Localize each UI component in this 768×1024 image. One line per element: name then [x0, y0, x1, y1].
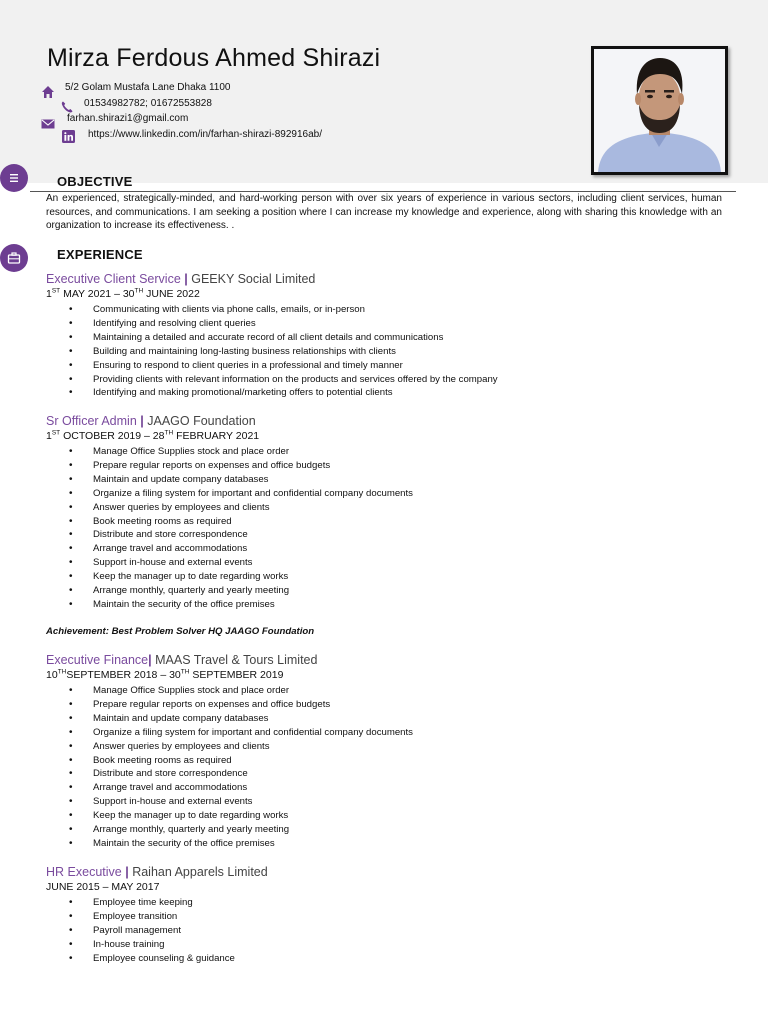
title-separator: |	[125, 865, 129, 879]
job-title	[46, 652, 736, 668]
job-dates: 10THSEPTEMBER 2018 – 30TH SEPTEMBER 2019	[46, 668, 284, 681]
title-separator: |	[140, 414, 144, 428]
duty-item: • Payroll management	[46, 924, 736, 938]
duty-item: • Maintaining a detailed and accurate record of all client details and communications	[46, 331, 736, 345]
duty-item: • Answer queries by employees and clients	[46, 501, 736, 515]
phone-text: 01534982782; 01672553828	[84, 98, 212, 109]
duty-item: • Support in-house and external events	[46, 556, 736, 570]
job-title	[46, 271, 736, 287]
duty-item: • Keep the manager up to date regarding works	[46, 809, 736, 823]
duty-list	[46, 684, 736, 851]
duty-item: • Prepare regular reports on expenses and office budgets	[46, 459, 736, 473]
job-role: Executive Finance	[46, 653, 149, 667]
job-role: Sr Officer Admin	[46, 414, 137, 428]
duty-item: • Arrange monthly, quarterly and yearly meeting	[46, 823, 736, 837]
duty-item: • Organize a filing system for important and confidential company documents	[46, 487, 736, 501]
duty-item: • Employee counseling & guidance	[46, 952, 736, 966]
duty-item: • Keep the manager up to date regarding works	[46, 570, 736, 584]
duty-item: • Maintain the security of the office premises	[46, 598, 736, 612]
duty-item: • In-house training	[46, 938, 736, 952]
duty-item: • Maintain and update company databases	[46, 473, 736, 487]
duty-item: • Arrange travel and accommodations	[46, 542, 736, 556]
duty-item: • Support in-house and external events	[46, 795, 736, 809]
duty-list	[46, 896, 736, 966]
linkedin-icon	[62, 130, 76, 144]
job-dates: 1ST OCTOBER 2019 – 28TH FEBRUARY 2021	[46, 429, 260, 442]
address-text: 5/2 Golam Mustafa Lane Dhaka 1100	[65, 82, 231, 93]
duty-item: • Identifying and resolving client queries	[46, 317, 736, 331]
achievement-text: Achievement: Best Problem Solver HQ JAAGO Foundation	[46, 626, 315, 637]
duty-item: • Prepare regular reports on expenses and office budgets	[46, 698, 736, 712]
job-role: HR Executive	[46, 865, 122, 879]
duty-list	[46, 445, 736, 612]
email-icon	[41, 117, 55, 131]
job-dates: JUNE 2015 – MAY 2017	[46, 881, 160, 893]
duty-item: • Book meeting rooms as required	[46, 754, 736, 768]
duty-item: • Ensuring to respond to client queries in a professional and timely manner	[46, 359, 736, 373]
job-company: GEEKY Social Limited	[191, 272, 316, 286]
job-title	[46, 413, 736, 429]
title-separator: |	[184, 272, 188, 286]
job-company: Raihan Apparels Limited	[132, 865, 268, 879]
job-entry-maas	[46, 652, 736, 851]
job-entry-raihan	[46, 864, 736, 966]
duty-item: • Building and maintaining long-lasting business relationships with clients	[46, 345, 736, 359]
objective-section-icon	[0, 164, 28, 192]
duty-item: • Manage Office Supplies stock and place order	[46, 445, 736, 459]
duty-item: • Arrange travel and accommodations	[46, 781, 736, 795]
job-company: JAAGO Foundation	[147, 414, 256, 428]
duty-item: • Employee time keeping	[46, 896, 736, 910]
candidate-name: Mirza Ferdous Ahmed Shirazi	[47, 44, 381, 72]
duty-item: • Identifying and making promotional/marketing offers to potential clients	[46, 386, 736, 400]
duty-item: • Answer queries by employees and clients	[46, 740, 736, 754]
profile-photo	[591, 46, 728, 175]
job-role: Executive Client Service	[46, 272, 181, 286]
title-separator: |	[148, 653, 152, 667]
briefcase-icon	[0, 244, 28, 272]
experience-heading: EXPERIENCE	[57, 247, 143, 262]
phone-icon	[60, 100, 74, 114]
job-title	[46, 864, 736, 880]
duty-item: • Distribute and store correspondence	[46, 528, 736, 542]
duty-item: • Employee transition	[46, 910, 736, 924]
duty-item: • Organize a filing system for important and confidential company documents	[46, 726, 736, 740]
home-icon	[41, 85, 55, 99]
duty-item: • Communicating with clients via phone calls, emails, or in-person	[46, 303, 736, 317]
duty-list	[46, 303, 736, 400]
duty-item: • Arrange monthly, quarterly and yearly meeting	[46, 584, 736, 598]
duty-item: • Book meeting rooms as required	[46, 515, 736, 529]
objective-heading: OBJECTIVE	[57, 174, 133, 189]
objective-text: An experienced, strategically-minded, and hard-working person with over six years of experience in various sectors, including client services, human resources, and communications. I am seeking a position where I can increase my knowledge and experience, along with sharing this knowledge with an organization to increase its effectiveness. .	[46, 193, 722, 231]
duty-item: • Providing clients with relevant information on the products and services offered by the company	[46, 373, 736, 387]
duty-item: • Distribute and store correspondence	[46, 767, 736, 781]
linkedin-url[interactable]: https://www.linkedin.com/in/farhan-shirazi-892916ab/	[88, 129, 323, 140]
email-text[interactable]: farhan.shirazi1@gmail.com	[67, 113, 189, 124]
job-entry-geeky	[46, 271, 736, 400]
duty-item: • Maintain the security of the office premises	[46, 837, 736, 851]
job-dates: 1ST MAY 2021 – 30TH JUNE 2022	[46, 287, 200, 300]
job-company: MAAS Travel & Tours Limited	[155, 653, 318, 667]
job-entry-jaago	[46, 413, 736, 612]
duty-item: • Manage Office Supplies stock and place order	[46, 684, 736, 698]
duty-item: • Maintain and update company databases	[46, 712, 736, 726]
